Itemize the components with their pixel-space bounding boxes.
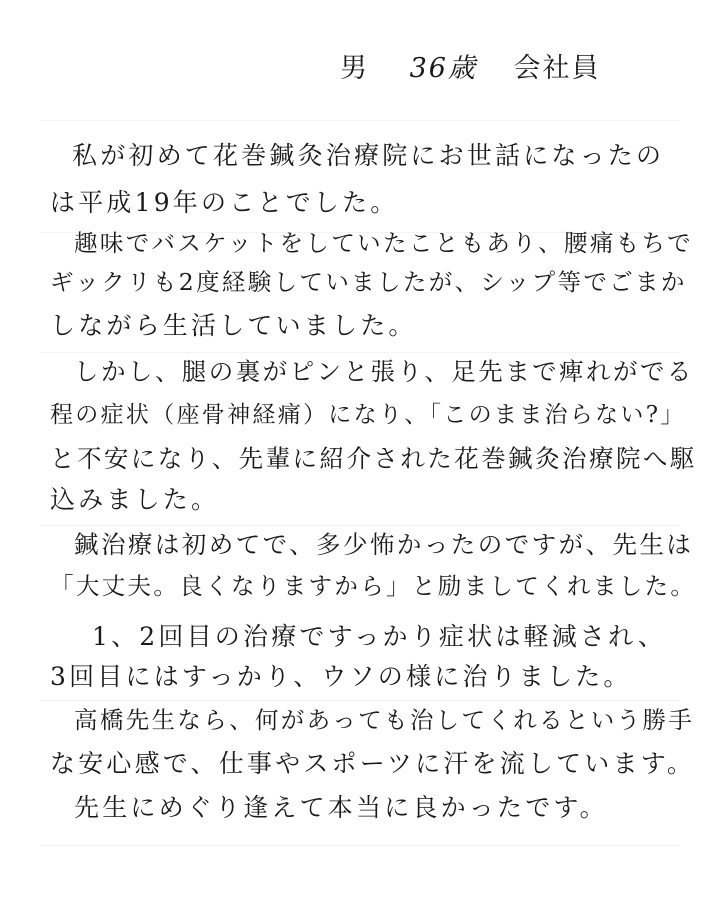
text-line: 込みました。 — [50, 485, 220, 514]
ruled-line — [40, 120, 680, 121]
text-line: 鍼治療は初めてで、多少怖かったのですが、先生は — [74, 530, 694, 559]
text-line: 1、2回目の治療ですっかり症状は軽減され、 — [92, 622, 667, 651]
author-gender: 男 — [340, 53, 369, 84]
text-line: 私が初めて花巻鍼灸治療院にお世話になったの — [72, 141, 665, 170]
text-line: と不安になり、先輩に紹介された花巻鍼灸治療院へ駆 — [50, 444, 697, 473]
author-info — [340, 46, 680, 85]
text-line: 高橋先生なら、何があっても治してくれるという勝手 — [74, 706, 695, 734]
text-line: 趣味でバスケットをしていたこともあり、腰痛もちで — [74, 229, 693, 257]
text-line: しながら生活していました。 — [50, 311, 417, 340]
text-line: は平成19年のことでした。 — [50, 188, 399, 217]
ruled-line — [40, 700, 680, 701]
text-line: しかし、腿の裏がピンと張り、足先まで痺れがでる — [74, 357, 694, 386]
text-line: 「大丈夫。良くなりますから」と励ましてくれました。 — [50, 572, 697, 600]
ruled-line — [40, 352, 680, 353]
text-line: ギックリも2度経験していましたが、シップ等でごまか — [50, 268, 687, 296]
author-age: 36歳 — [409, 53, 477, 84]
text-line: 先生にめぐり逢えて本当に良かったです。 — [74, 793, 608, 822]
author-occupation: 会社員 — [513, 53, 601, 84]
text-line: 3回目にはすっかり、ウソの様に治りました。 — [50, 662, 632, 691]
text-line: な安心感で、仕事やスポーツに汗を流しています。 — [50, 749, 696, 778]
text-line: 程の症状（座骨神経痛）になり、「このまま治らない?」 — [50, 402, 686, 428]
ruled-line — [40, 845, 680, 846]
ruled-line — [40, 525, 680, 526]
